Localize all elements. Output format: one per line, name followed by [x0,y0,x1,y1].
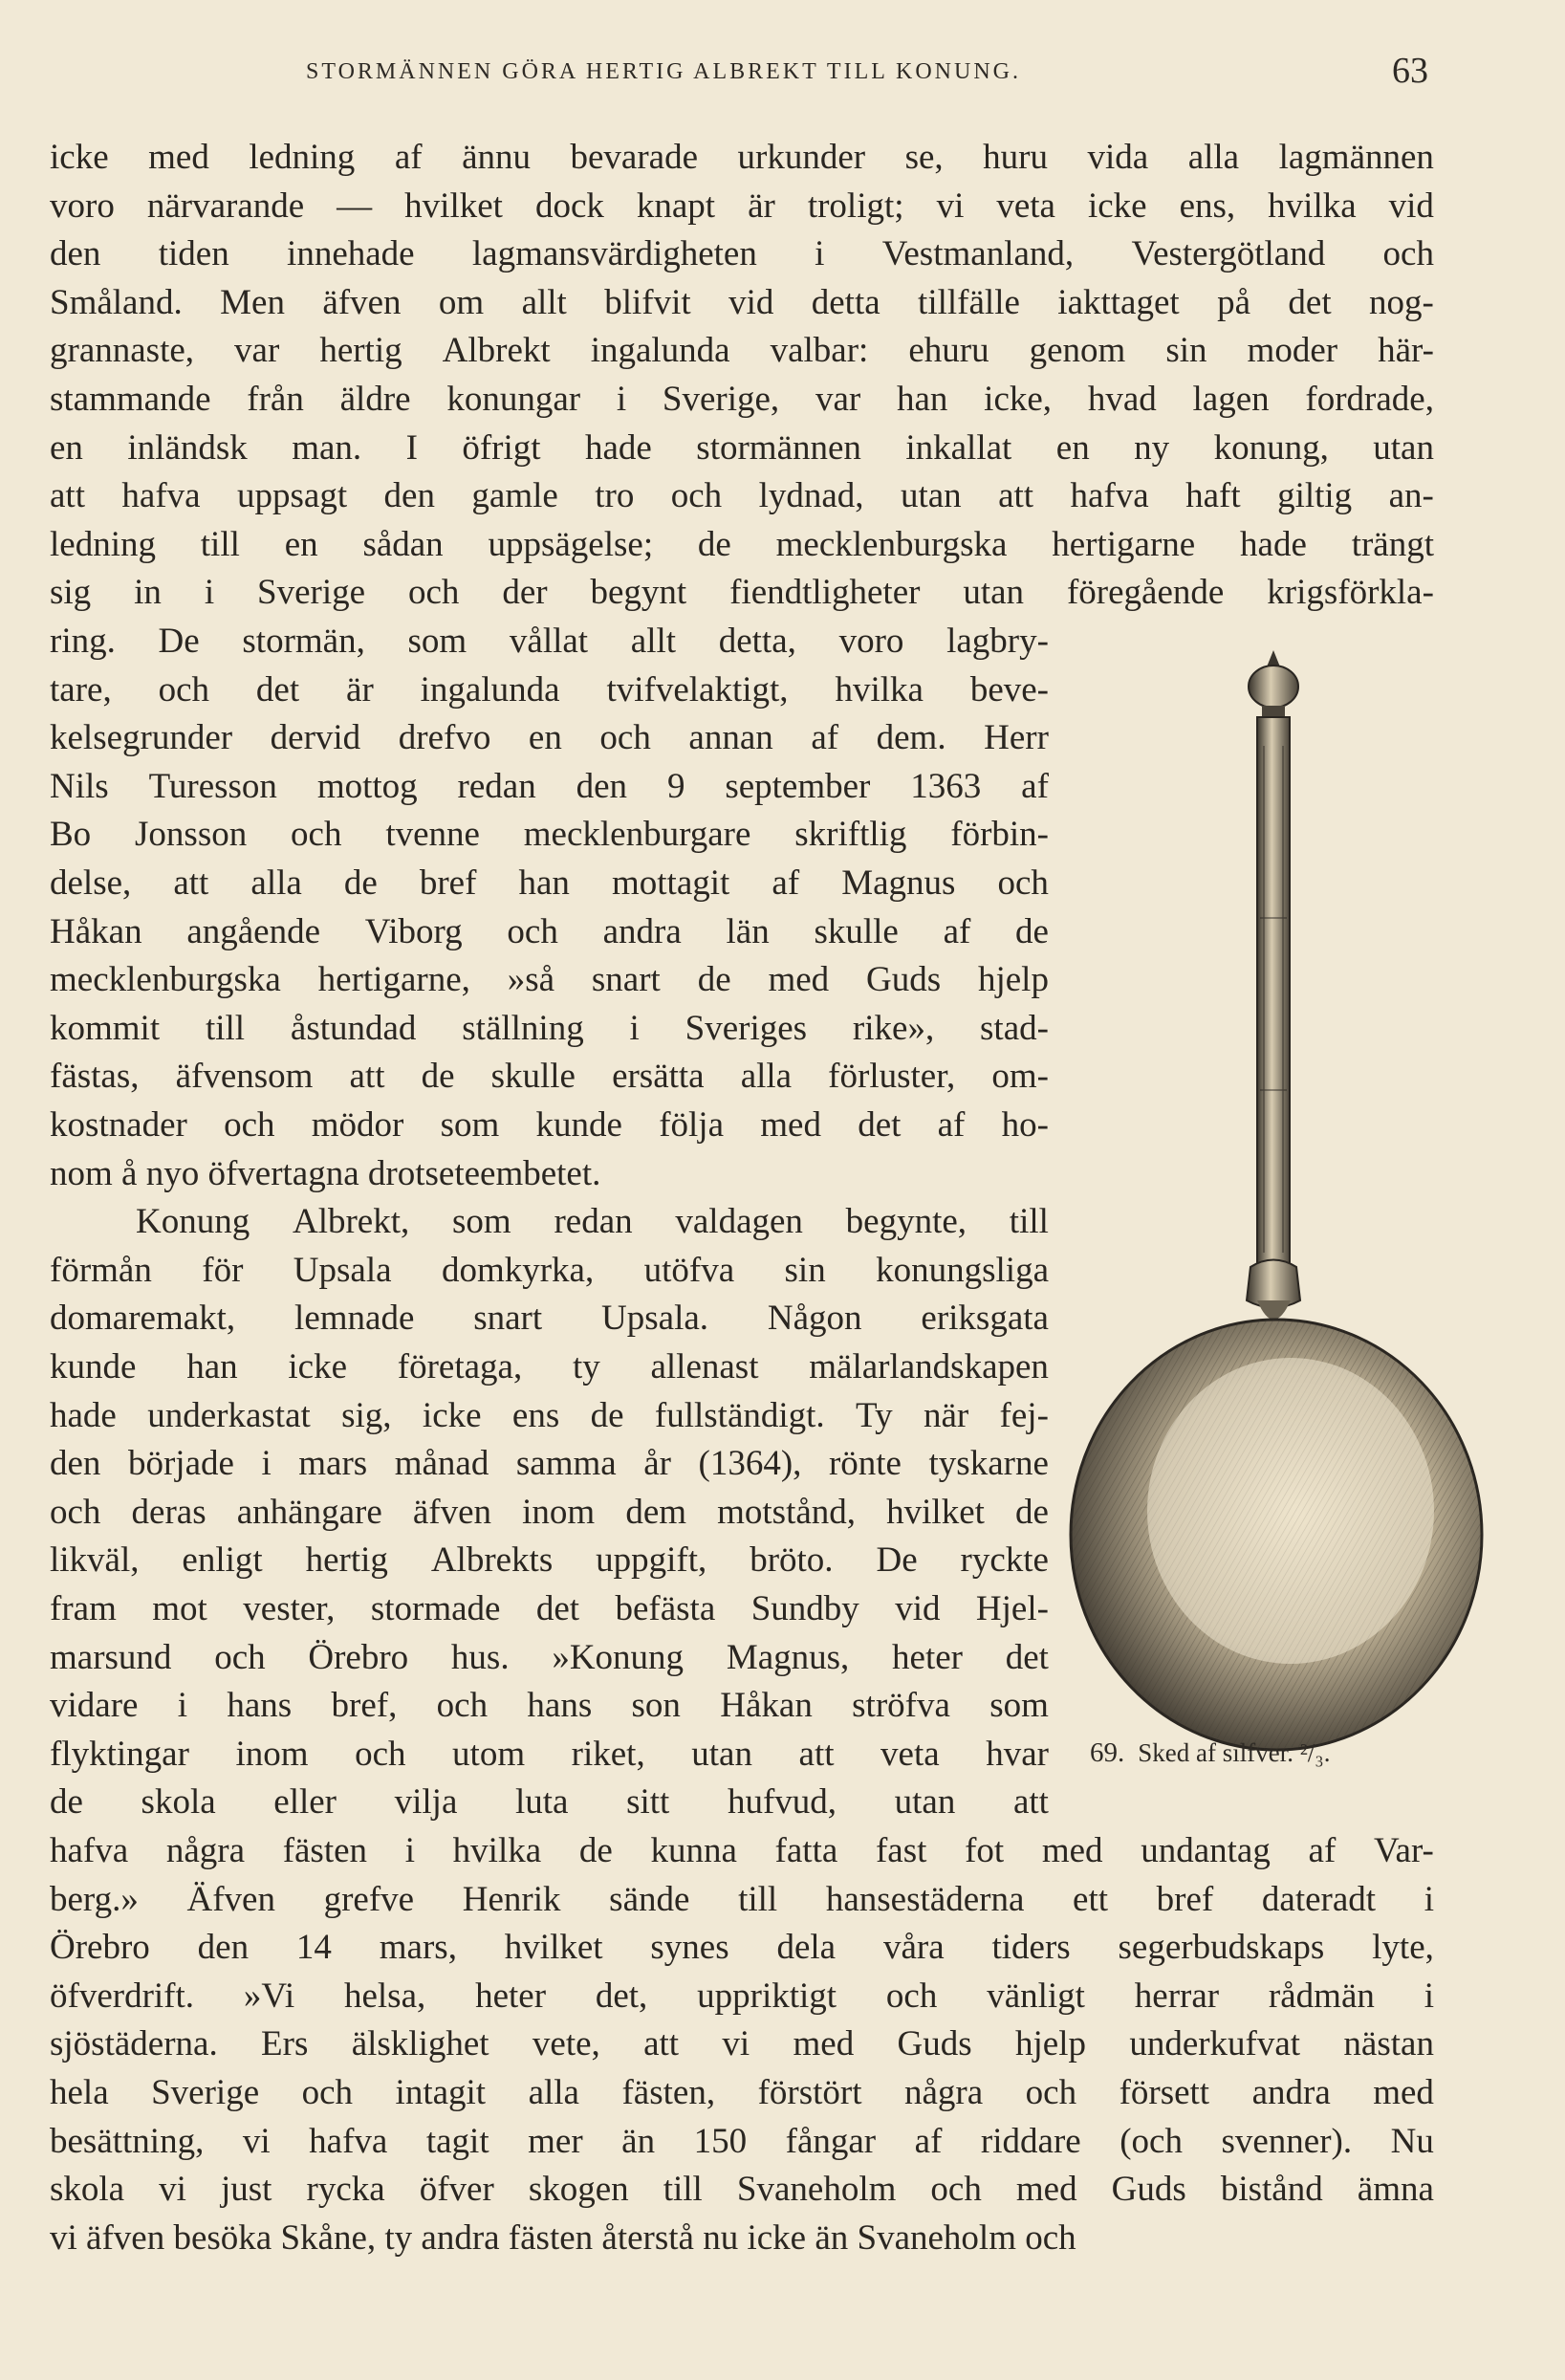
text-line: flyktingar inom och utom riket, utan att veta hvar [50,1734,1049,1774]
text-line: besättning, vi hafva tagit mer än 150 fångar af riddare (och svenner). Nu [50,2121,1434,2161]
text-line: marsund och Örebro hus. »Konung Magnus, heter det [50,1637,1049,1677]
text-line: Småland. Men äfven om allt blifvit vid detta tillfälle iakttaget på det nog- [50,282,1434,322]
text-line: ledning till en sådan uppsägelse; de mecklenburgska hertigarne hade trängt [50,524,1434,564]
text-line: hela Sverige och intagit alla fästen, förstört några och försett andra med [50,2073,1434,2112]
text-line: stammande från äldre konungar i Sverige, var han icke, hvad lagen fordrade, [50,380,1434,419]
text-line: voro närvarande — hvilket dock knapt är troligt; vi veta icke ens, hvilka vid [50,186,1434,226]
running-title: STORMÄNNEN GÖRA HERTIG ALBREKT TILL KONUNG. [306,59,1022,84]
text-line: vidare i hans bref, och hans son Håkan ströfva som [50,1686,1049,1726]
text-line: vi äfven besöka Skåne, ty andra fästen återstå nu icke än Svaneholm och [50,2217,1076,2258]
text-line: sjöstäderna. Ers älsklighet vete, att vi med Guds hjelp underkufvat nästan [50,2024,1434,2064]
text-line: en inländsk man. I öfrigt hade stormännen inkallat en ny konung, utan [50,427,1434,468]
figure-number: 69. [1090,1737,1125,1768]
text-line: att hafva uppsagt den gamle tro och lydnad, utan att hafva haft giltig an- [50,476,1434,516]
text-line: fästas, äfvensom att de skulle ersätta alla förluster, om- [50,1057,1049,1097]
text-line: hade underkastat sig, icke ens de fullständigt. Ty när fej- [50,1395,1049,1435]
text-line: Konung Albrekt, som redan valdagen begynte, till [136,1202,1049,1242]
text-line: kostnader och mödor som kunde följa med det af ho- [50,1105,1049,1145]
text-line: domaremakt, lemnade snart Upsala. Någon eriksgata [50,1299,1049,1339]
text-line: Örebro den 14 mars, hvilket synes dela våra tiders segerbudskaps lyte, [50,1928,1434,1968]
text-line: den tiden innehade lagmansvärdigheten i Vestmanland, Vestergötland och [50,234,1434,274]
text-line: grannaste, var hertig Albrekt ingalunda valbar: ehuru genom sin moder här- [50,331,1434,371]
text-line: likväl, enligt hertig Albrekts uppgift, bröto. De ryckte [50,1540,1049,1581]
text-line: förmån för Upsala domkyrka, utöfva sin konungsliga [50,1250,1049,1290]
text-line: sig in i Sverige och der begynt fiendtligheter utan föregående krigsförkla- [50,573,1434,613]
text-line: skola vi just rycka öfver skogen till Svaneholm och med Guds bistånd ämna [50,2170,1434,2210]
text-line: berg.» Äfven grefve Henrik sände till hansestäderna ett bref dateradt i [50,1879,1434,1919]
figure-caption-text: Sked af silfver. ²/₃. [1138,1738,1331,1767]
text-line: kunde han icke företaga, ty allenast mälarlandskapen [50,1347,1049,1387]
text-line: ring. De stormän, som vållat allt detta, voro lagbry- [50,622,1049,661]
text-line: och deras anhängare äfven inom dem motstånd, hvilket de [50,1492,1049,1532]
text-line: Bo Jonsson och tvenne mecklenburgare skriftlig förbin- [50,815,1049,855]
page-number: 63 [1392,51,1428,91]
spoon-illustration [1061,631,1491,1759]
text-line: den började i mars månad samma år (1364), rönte tyskarne [50,1444,1049,1484]
text-line: nom å nyo öfvertagna drotseteembetet. [50,1153,601,1193]
figure-caption [1090,1737,1330,1769]
text-line: mecklenburgska hertigarne, »så snart de med Guds hjelp [50,960,1049,1000]
text-line: öfverdrift. »Vi helsa, heter det, uppriktigt och vänligt herrar rådmän i [50,1976,1434,2016]
text-line: fram mot vester, stormade det befästa Sundby vid Hjel- [50,1589,1049,1628]
text-line: kelsegrunder dervid drefvo en och annan af dem. Herr [50,718,1049,758]
text-line: Nils Turesson mottog redan den 9 september 1363 af [50,766,1049,806]
text-line: hafva några fästen i hvilka de kunna fatta fast fot med undantag af Var- [50,1831,1434,1870]
text-line: delse, att alla de bref han mottagit af Magnus och [50,863,1049,903]
text-line: kommit till åstundad ställning i Sveriges rike», stad- [50,1008,1049,1048]
text-line: icke med ledning af ännu bevarade urkunder se, huru vida alla lagmännen [50,138,1434,177]
text-line: tare, och det är ingalunda tvifvelaktigt, hvilka beve- [50,669,1049,710]
text-line: de skola eller vilja luta sitt hufvud, utan att [50,1782,1049,1823]
text-line: Håkan angående Viborg och andra län skulle af de [50,911,1049,951]
